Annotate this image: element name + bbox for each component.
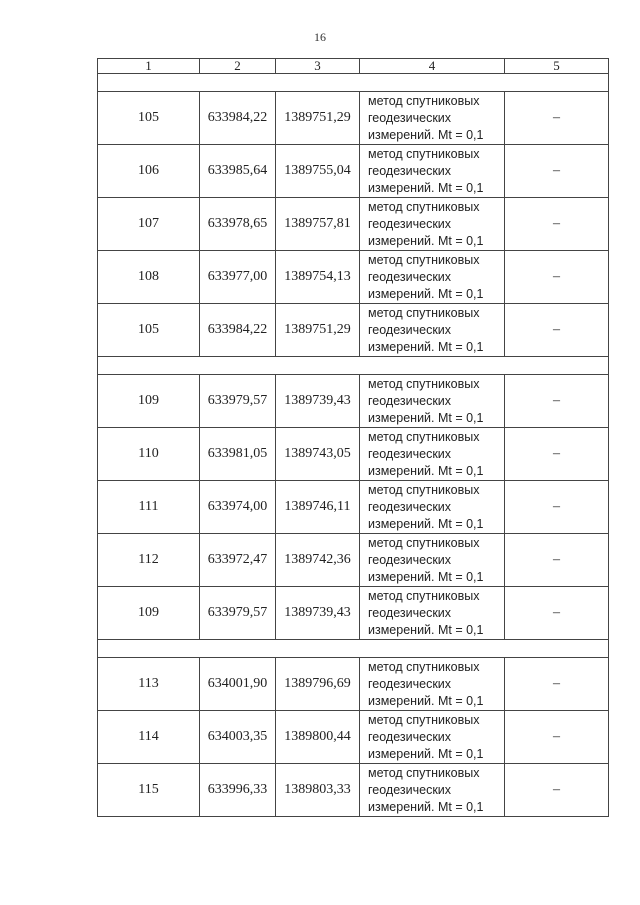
method-cell <box>360 481 505 534</box>
method-line: измерений. Mt = 0,1 <box>368 516 484 531</box>
method-line: измерений. Mt = 0,1 <box>368 339 484 354</box>
method-line: геодезических <box>368 269 452 284</box>
method-line: геодезических <box>368 110 452 125</box>
method-cell <box>360 587 505 640</box>
coordinates-table <box>97 58 609 817</box>
y-coordinate-cell: 1389743,05 <box>276 428 360 481</box>
method-line: измерений. Mt = 0,1 <box>368 286 484 301</box>
group-separator-cell <box>98 74 609 92</box>
method-cell <box>360 145 505 198</box>
method-cell <box>360 92 505 145</box>
x-coordinate-cell: 633981,05 <box>200 428 276 481</box>
note-cell: – <box>505 428 609 481</box>
method-line: измерений. Mt = 0,1 <box>368 463 484 478</box>
method-cell <box>360 428 505 481</box>
point-number-cell: 112 <box>98 534 200 587</box>
method-line: метод спутниковых <box>368 305 480 320</box>
method-cell <box>360 304 505 357</box>
table-row <box>98 587 609 640</box>
method-cell <box>360 711 505 764</box>
x-coordinate-cell: 633979,57 <box>200 375 276 428</box>
method-cell <box>360 375 505 428</box>
method-cell <box>360 658 505 711</box>
method-line: измерений. Mt = 0,1 <box>368 799 484 814</box>
method-cell <box>360 251 505 304</box>
table-row <box>98 304 609 357</box>
note-cell: – <box>505 658 609 711</box>
x-coordinate-cell: 634003,35 <box>200 711 276 764</box>
method-line: измерений. Mt = 0,1 <box>368 233 484 248</box>
table-row <box>98 428 609 481</box>
method-line: геодезических <box>368 322 452 337</box>
y-coordinate-cell: 1389796,69 <box>276 658 360 711</box>
method-line: измерений. Mt = 0,1 <box>368 569 484 584</box>
x-coordinate-cell: 633972,47 <box>200 534 276 587</box>
y-coordinate-cell: 1389803,33 <box>276 764 360 817</box>
table-row <box>98 658 609 711</box>
x-coordinate-cell: 633978,65 <box>200 198 276 251</box>
note-cell: – <box>505 304 609 357</box>
x-coordinate-cell: 634001,90 <box>200 658 276 711</box>
method-cell <box>360 534 505 587</box>
column-header-1: 1 <box>98 59 200 74</box>
method-line: измерений. Mt = 0,1 <box>368 180 484 195</box>
table-row <box>98 481 609 534</box>
method-line: метод спутниковых <box>368 712 480 727</box>
group-separator-row <box>98 74 609 92</box>
y-coordinate-cell: 1389755,04 <box>276 145 360 198</box>
header-row <box>98 59 609 74</box>
point-number-cell: 114 <box>98 711 200 764</box>
method-line: измерений. Mt = 0,1 <box>368 410 484 425</box>
point-number-cell: 105 <box>98 92 200 145</box>
method-line: метод спутниковых <box>368 376 480 391</box>
column-header-2: 2 <box>200 59 276 74</box>
y-coordinate-cell: 1389757,81 <box>276 198 360 251</box>
page-number: 16 <box>314 30 326 44</box>
method-line: измерений. Mt = 0,1 <box>368 127 484 142</box>
point-number-cell: 110 <box>98 428 200 481</box>
column-header-5: 5 <box>505 59 609 74</box>
note-cell: – <box>505 375 609 428</box>
note-cell: – <box>505 534 609 587</box>
y-coordinate-cell: 1389739,43 <box>276 587 360 640</box>
point-number-cell: 115 <box>98 764 200 817</box>
note-cell: – <box>505 711 609 764</box>
x-coordinate-cell: 633979,57 <box>200 587 276 640</box>
method-line: метод спутниковых <box>368 146 480 161</box>
table-row <box>98 198 609 251</box>
table-row <box>98 251 609 304</box>
method-line: метод спутниковых <box>368 535 480 550</box>
method-line: геодезических <box>368 782 452 797</box>
method-line: геодезических <box>368 446 452 461</box>
note-cell: – <box>505 145 609 198</box>
method-line: геодезических <box>368 163 452 178</box>
y-coordinate-cell: 1389751,29 <box>276 304 360 357</box>
table-row <box>98 375 609 428</box>
method-line: геодезических <box>368 552 452 567</box>
column-header-4: 4 <box>360 59 505 74</box>
y-coordinate-cell: 1389739,43 <box>276 375 360 428</box>
column-header-3: 3 <box>276 59 360 74</box>
method-line: метод спутниковых <box>368 482 480 497</box>
method-line: геодезических <box>368 499 452 514</box>
method-cell <box>360 764 505 817</box>
note-cell: – <box>505 92 609 145</box>
y-coordinate-cell: 1389754,13 <box>276 251 360 304</box>
x-coordinate-cell: 633985,64 <box>200 145 276 198</box>
method-line: измерений. Mt = 0,1 <box>368 622 484 637</box>
point-number-cell: 108 <box>98 251 200 304</box>
point-number-cell: 106 <box>98 145 200 198</box>
y-coordinate-cell: 1389751,29 <box>276 92 360 145</box>
note-cell: – <box>505 251 609 304</box>
group-separator-cell <box>98 640 609 658</box>
table-row <box>98 534 609 587</box>
y-coordinate-cell: 1389746,11 <box>276 481 360 534</box>
table-row <box>98 92 609 145</box>
table-row <box>98 145 609 198</box>
x-coordinate-cell: 633984,22 <box>200 92 276 145</box>
method-line: метод спутниковых <box>368 588 480 603</box>
group-separator-cell <box>98 357 609 375</box>
method-line: метод спутниковых <box>368 765 480 780</box>
y-coordinate-cell: 1389800,44 <box>276 711 360 764</box>
note-cell: – <box>505 764 609 817</box>
y-coordinate-cell: 1389742,36 <box>276 534 360 587</box>
x-coordinate-cell: 633974,00 <box>200 481 276 534</box>
method-line: измерений. Mt = 0,1 <box>368 746 484 761</box>
point-number-cell: 109 <box>98 375 200 428</box>
point-number-cell: 109 <box>98 587 200 640</box>
method-line: метод спутниковых <box>368 659 480 674</box>
point-number-cell: 105 <box>98 304 200 357</box>
note-cell: – <box>505 587 609 640</box>
note-cell: – <box>505 481 609 534</box>
table-row <box>98 711 609 764</box>
method-line: геодезических <box>368 216 452 231</box>
table-body <box>98 74 609 817</box>
point-number-cell: 107 <box>98 198 200 251</box>
method-line: геодезических <box>368 605 452 620</box>
point-number-cell: 111 <box>98 481 200 534</box>
point-number-cell: 113 <box>98 658 200 711</box>
method-line: геодезических <box>368 729 452 744</box>
method-line: метод спутниковых <box>368 252 480 267</box>
method-line: геодезических <box>368 676 452 691</box>
note-cell: – <box>505 198 609 251</box>
group-separator-row <box>98 640 609 658</box>
x-coordinate-cell: 633984,22 <box>200 304 276 357</box>
table-row <box>98 764 609 817</box>
method-line: измерений. Mt = 0,1 <box>368 693 484 708</box>
x-coordinate-cell: 633977,00 <box>200 251 276 304</box>
method-line: метод спутниковых <box>368 429 480 444</box>
group-separator-row <box>98 357 609 375</box>
method-line: метод спутниковых <box>368 199 480 214</box>
method-line: геодезических <box>368 393 452 408</box>
method-cell <box>360 198 505 251</box>
x-coordinate-cell: 633996,33 <box>200 764 276 817</box>
method-line: метод спутниковых <box>368 93 480 108</box>
